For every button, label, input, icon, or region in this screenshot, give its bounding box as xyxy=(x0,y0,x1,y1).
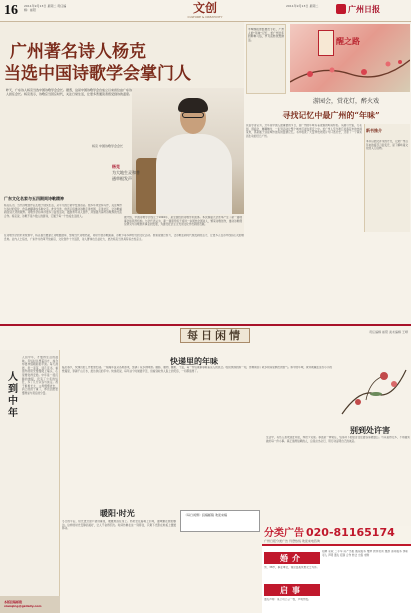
ad-listing-text: 招聘 家政 二手车 房产出租 搬家服务 维修 教育培训 旅游 商务服务 求职 寻人 声明 遗失 招商 合作 转让 出售 求购 xyxy=(322,550,408,557)
person-body-shape xyxy=(156,134,232,214)
classified-ad-title: 分类广告 xyxy=(264,528,304,539)
lead-headline-line1: 广州著名诗人杨克 xyxy=(10,42,146,62)
right-lower-text: 生活中，有些人喜欢到处许诺，却很少兑现。承诺是一种责任，轻易许下的诺言往往最容易被遗忘。与其说得太多，不如踏实做好每一件小事。真正值得信赖的人，总是言出必行，用行动证明自己的诚意。 xyxy=(266,436,410,443)
book-title: 醒之路 xyxy=(336,36,360,46)
photo-caption: 为大地生灵和普通草根发声 xyxy=(112,170,140,181)
promo-text: 《每日闲情》投稿邮箱 欢迎来稿 xyxy=(184,513,227,517)
newspaper-name: 广州日报 xyxy=(348,4,380,14)
ad-category-marriage: 婚介 xyxy=(264,552,320,564)
right-story-text: 民俗学者认为，过年是中国人最重要的节日，而广州的年味有着浓郁的岭南特色。从腊月开始，行花街、逛庙会、舞狮舞龙，一系列活动让整个城市沉浸在喜庆之中。老广州人至今难忘迎春花市的热闹景象，那是属于这座城市独有的温情记忆。书中收录了大量珍贵老照片与口述历史，还原了一个真实而生动的旧日广州。 xyxy=(246,124,362,138)
middle-story-text: 临近春节，快递员的工作更加忙碌。一箱箱年货从各地寄来，装满了家乡的味道。腊肠、腊肉、糖果、干货，每一件包裹都承载着亲人的思念。收到快递的那一刻，仿佛闻到了故乡厨房里飘出的香气。如今的年味，或许就藏在这些小小的纸箱里，穿越千山万水，抵达我们的手中。快递员说，每年这个时候最辛苦，但看到收件人脸上的笑容，一切都值得了。 xyxy=(62,366,332,373)
section-subtitle: CULTURE & CREATIVITY xyxy=(187,15,223,19)
lead-continued-text: 在诗歌学会的未来规划中，杨克提出要建立诗歌数据库，整理当代诗歌档案，同时开展诗歌朗诵、诗歌节等多种形式的文化活动。他希望通过努力，让诗歌在新时代焕发新的活力，让更多人在诗中找到心灵的栖息地。业内人士指出，广东作为改革开放前沿，文化创作十分活跃，诗人群体也日益壮大，此次杨克当选具有标志性意义。 xyxy=(4,234,244,241)
lead-subhead: 广东文化名家与五四期间诗歌精神 xyxy=(4,196,64,201)
classified-ad-subtitle: 广州日报分类广告 刊登热线 欢迎来电咨询 xyxy=(264,539,320,543)
classified-ad-phone: 020-81165174 xyxy=(306,526,395,539)
right-sidebar-title: 新书推介 xyxy=(366,128,382,133)
lead-column-text-2: 据介绍，中国诗歌学会成立于1994年，是全国性的诗歌学术团体。本次换届大会选举产生了新一届理事会和领导机构。与会代表认为，新一届领导班子将进一步团结全国诗人，繁荣诗歌创作，推动诗歌理论研究与诗歌教育事业的发展，为建设社会主义先进文化作出新的贡献。 xyxy=(124,216,242,227)
newspaper-logo-icon xyxy=(336,4,346,14)
right-story-headline: 寻找记忆中最广州的“年味” xyxy=(282,110,380,120)
portrait-photo xyxy=(132,88,244,214)
person-hair-shape xyxy=(178,98,208,112)
band-meta: 责任编辑 崔阳 美术编辑 王晴 xyxy=(369,330,408,334)
middle-story-title: 快递里的年味 xyxy=(170,356,218,366)
glasses-shape xyxy=(182,112,204,118)
lead-paragraph: 昨天，广东诗人杨克当选中国诗歌学会会长。据悉，这是中国诗歌学会自成立以来首位由广东诗人担任会长。杨克表示，诗歌应当回应时代，关注日常生活，让更多普通读者感受到诗的温度。 xyxy=(6,88,133,97)
left-column-text: 人到中年，才懂得生活的滋味。年轻时总想着远方，如今却更珍惜眼前的平淡。每天清晨，泡一壶茶，读几页书，看窗外的阳光慢慢爬上墙头，心里便觉得安稳。中年是一段沉静的旅程，没有了少年的轻狂，多了几分从容与淡定。孩子渐渐长大，父母慢慢老去，肩上的担子重了，却也因此更懂得爱与责任的分量。 xyxy=(22,356,58,395)
ad-notice-text: 遗失声明：某公司公章一枚，声明作废。 xyxy=(264,598,311,601)
book-cover-image xyxy=(290,24,410,92)
lead-headline-line2: 当选中国诗歌学会掌门人 xyxy=(4,64,191,84)
photo-caption-tag: 杨克 xyxy=(112,164,120,169)
header-right-meta: 2011年9月13日 星期二 xyxy=(286,4,319,8)
ad-marriage-text: 男，38岁，事业单位，诚觅温柔贤惠女士为伴。 xyxy=(264,566,320,569)
lead-column-text-1: 杨克认为，当代诗歌创作应扎根于现实生活，从平凡的日常中发现诗意。他多年来坚持写作，关注城市与乡村的变化，作品被翻译成多种文字。此次当选，他表示将推动诗歌走进校园、走进社区，让诗歌重新回到大众的视野。诗歌学会将举办更多公益性活动，鼓励青年诗人创作，并加强与海外诗歌界的交流合作。杨克说，诗歌不是少数人的游戏，它属于每一个热爱生活的人。 xyxy=(4,204,122,218)
left-column-footer-text: 本版投稿邮箱 xianqing@gzdaily.com xyxy=(4,600,42,608)
right-top-box-text: 羊城晚报曾经推出专栏，广州人的“年味”记忆，老广州过年的种种习俗，岁月流转依然鲜活。 xyxy=(248,28,284,42)
plum-branch-icon xyxy=(290,24,410,92)
right-sidebar-text: 本书以图文并茂的方式，记录广州百年来的春节习俗变迁，是了解岭南文化的入门读物。 xyxy=(366,140,408,151)
right-lower-title: 别到处许害 xyxy=(350,425,390,435)
section-title: 文创 xyxy=(192,1,217,15)
ink-flower-icon xyxy=(336,350,410,420)
lower-story-text: 冬日的午后，阳光透过窗户洒进屋里，暖暖地落在身上。奶奶坐在藤椅上打盹，猫咪蜷在她的脚边。这样的时光安静而美好，让人不舍得打扰。时间仿佛在这一刻停住，只剩下光影在地板上缓缓移动。 xyxy=(62,520,176,531)
right-story-kicker: 游园会，赏花灯，醉火戏 xyxy=(312,98,379,105)
header-left-meta: 2011年9月13日 星期二 责任编辑：崔阳 xyxy=(24,4,67,12)
author-note: 杨克 中国诗歌学会会长 xyxy=(92,144,123,148)
page-number: 16 xyxy=(4,3,18,18)
ad-category-notice: 启事 xyxy=(264,584,320,596)
left-column-title: 人到中年 xyxy=(8,372,18,419)
lower-story-title: 暖阳·时光 xyxy=(100,508,135,518)
band-title: 每日闲情 xyxy=(180,328,250,343)
book-label-seal xyxy=(318,30,334,56)
ink-painting-image xyxy=(336,350,410,420)
